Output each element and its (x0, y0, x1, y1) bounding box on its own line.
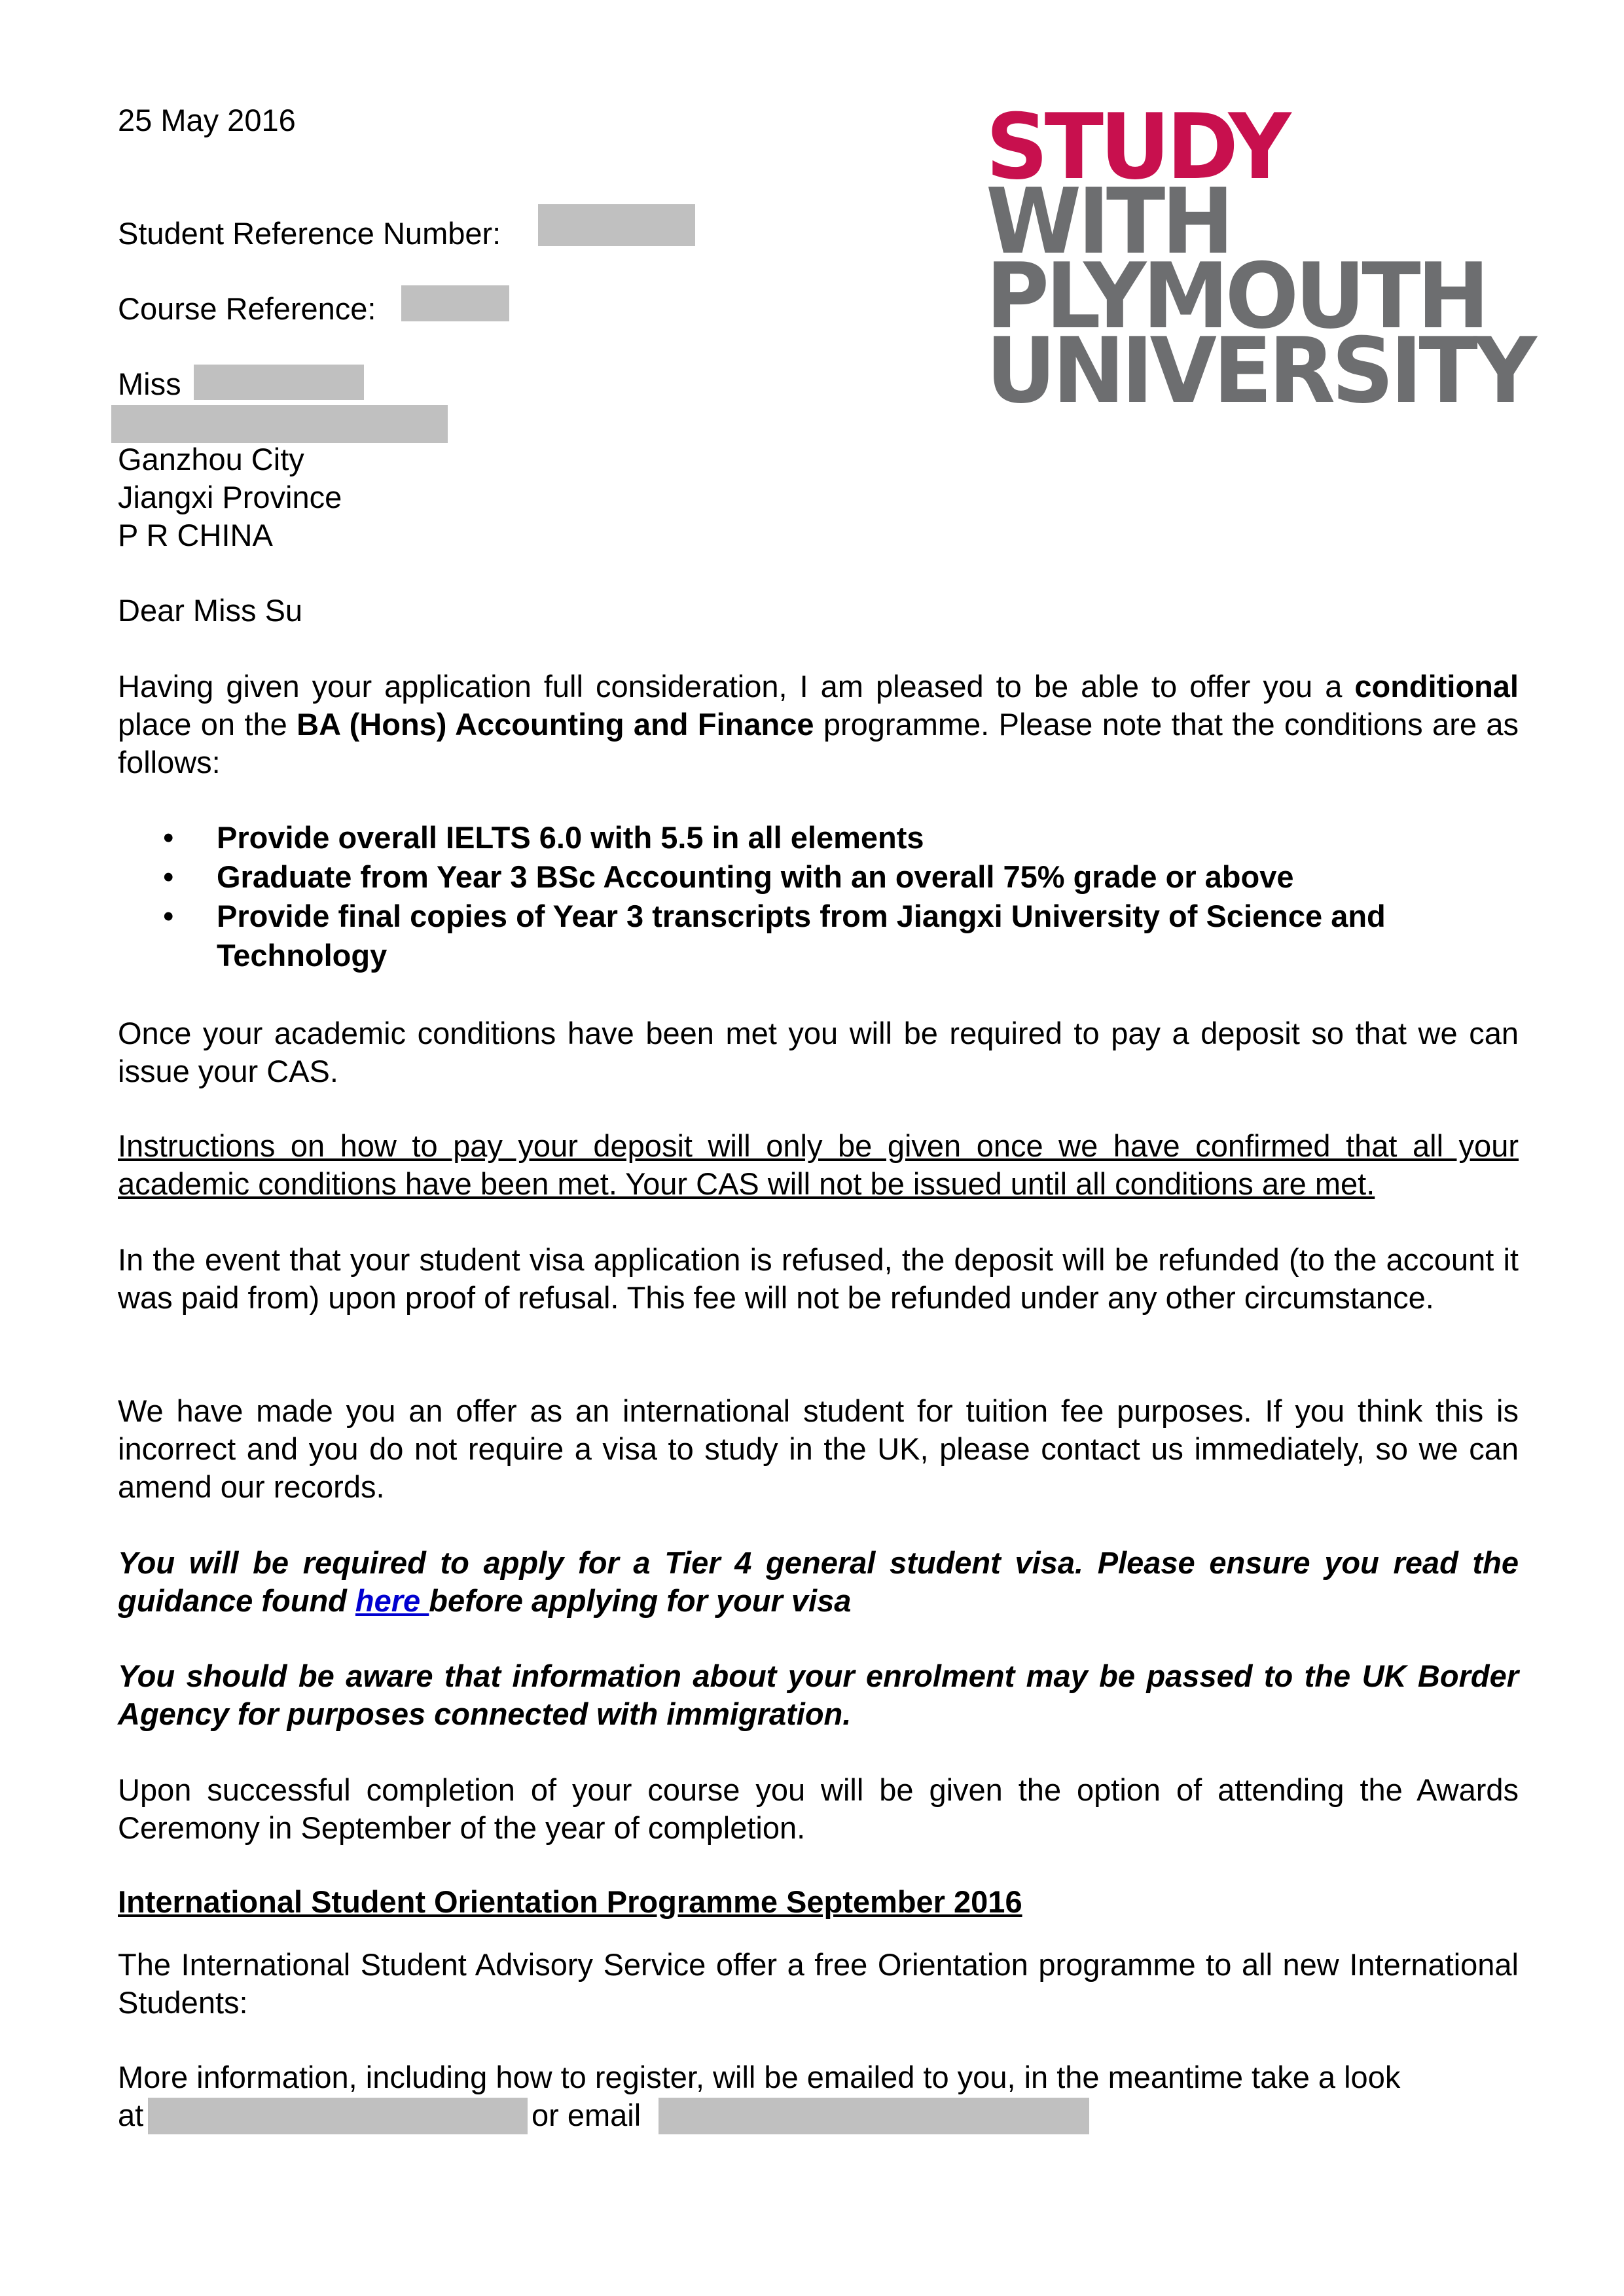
visa-guidance-link[interactable]: here (355, 1583, 429, 1618)
logo-line-with: WITH (986, 169, 1231, 274)
orientation-heading: International Student Orientation Programme September 2016 (118, 1884, 1022, 1919)
logo-line-study: STUDY (986, 94, 1288, 200)
bullet-icon: • (163, 859, 174, 894)
more-info-line-1: More information, including how to register, will be emailed to you, in the meantime take a look (118, 2060, 1401, 2094)
course-reference-label: Course Reference: (118, 291, 376, 326)
offer-paragraph (118, 668, 1519, 781)
recipient-salutation: Miss (118, 367, 181, 401)
offer-text-c: place on the (118, 707, 297, 742)
logo-line-plymouth: PLYMOUTH (986, 243, 1487, 349)
address-block (118, 440, 342, 554)
more-info-at: at (118, 2098, 144, 2132)
more-info-or-email: or email (532, 2098, 641, 2132)
condition-text: Graduate from Year 3 BSc Accounting with an overall 75% grade or above (217, 859, 1294, 894)
condition-item (163, 818, 1519, 857)
border-agency-paragraph: You should be aware that information about your enrolment may be passed to the UK Border Agency for purposes connected with immigration. (118, 1659, 1519, 1731)
offer-programme-name: BA (Hons) Accounting and Finance (297, 707, 814, 742)
visa-text-b: before applying for your visa (429, 1583, 852, 1618)
offer-conditional: conditional (1354, 669, 1519, 704)
course-reference-redaction (401, 285, 509, 321)
website-redaction (148, 2098, 528, 2134)
visa-paragraph (118, 1544, 1519, 1620)
email-redaction (659, 2098, 1089, 2134)
visa-text-a: You will be required to apply for a Tier 4 general student visa. Please ensure you read the guidance found (118, 1545, 1519, 1618)
refund-paragraph: In the event that your student visa application is refused, the deposit will be refunded (to the account it was paid from) upon proof of refusal. This fee will not be refunded under any other circumstance. (118, 1242, 1519, 1315)
condition-text: Provide overall IELTS 6.0 with 5.5 in all elements (217, 820, 924, 855)
deposit-paragraph: Once your academic conditions have been met you will be required to pay a deposit so that we can issue your CAS. (118, 1016, 1519, 1088)
deposit-instructions-paragraph: Instructions on how to pay your deposit will only be given once we have confirmed that all your academic conditions have been met. Your CAS will not be issued until all conditions are met. (118, 1128, 1519, 1201)
conditions-list (118, 818, 1519, 975)
condition-item (163, 857, 1519, 897)
awards-paragraph: Upon successful completion of your course you will be given the option of attending the Awards Ceremony in September of the year of completion. (118, 1772, 1519, 1845)
orientation-paragraph: The International Student Advisory Service offer a free Orientation programme to all new International Students: (118, 1947, 1519, 2020)
letter-date: 25 May 2016 (118, 103, 296, 137)
address-line-province: Jiangxi Province (118, 480, 342, 514)
fee-status-paragraph: We have made you an offer as an international student for tuition fee purposes. If you think this is incorrect and you do not require a visa to study in the UK, please contact us immediately, so we can amend our records. (118, 1393, 1519, 1504)
address-line-city: Ganzhou City (118, 442, 304, 476)
logo-line-university: UNIVERSITY (986, 318, 1534, 423)
student-reference-label: Student Reference Number: (118, 216, 501, 251)
offer-text-a: Having given your application full consideration, I am pleased to be able to offer you a (118, 669, 1355, 704)
condition-item (163, 897, 1519, 975)
recipient-name-redaction (194, 365, 364, 400)
recipient-address-redaction (111, 405, 448, 443)
condition-text: Provide final copies of Year 3 transcripts from Jiangxi University of Science and Technology (217, 899, 1386, 973)
bullet-icon: • (163, 820, 174, 855)
address-line-country: P R CHINA (118, 518, 273, 552)
greeting: Dear Miss Su (118, 593, 303, 628)
offer-text-e: programme. Please note that the conditions are as follows: (118, 707, 1519, 780)
bullet-icon: • (163, 899, 174, 933)
university-logo (986, 94, 1534, 423)
student-reference-redaction (538, 204, 695, 246)
